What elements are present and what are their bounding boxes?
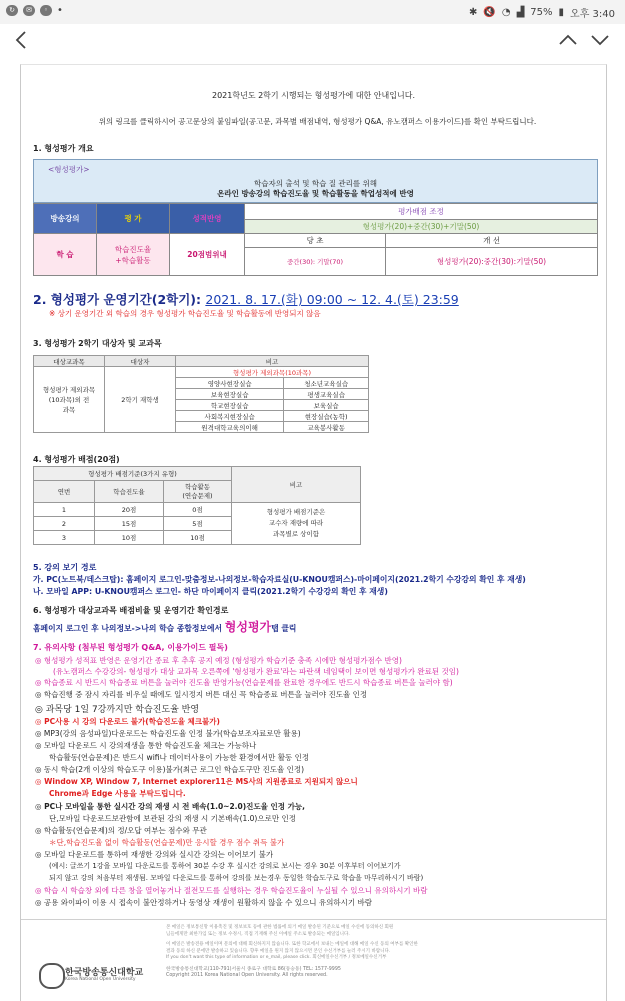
back-button[interactable]	[14, 30, 28, 55]
message-icon: ✉	[23, 5, 35, 16]
section-2-note: ※ 상기 운영기간 외 학습의 경우 형성평가 학습진도율 및 학습활동에 반영되지 않음	[49, 309, 321, 318]
more-icon: •	[57, 5, 63, 16]
score-col-no: 연번	[34, 481, 95, 503]
header-current: 당 초	[245, 234, 386, 248]
score-activity: 0점	[164, 503, 232, 517]
university-logo-en: Korea National Open University	[65, 977, 136, 982]
target-cell: 2학기 재학생	[105, 367, 176, 433]
section-7-heading: 7. 유의사항 (첨부된 형성평가 Q&A, 이용가이드 필독)	[33, 643, 228, 652]
score-no: 3	[34, 531, 95, 545]
row-progress: 학습진도율 +학습활동	[97, 234, 170, 276]
target-course-table	[33, 355, 369, 433]
email-document	[20, 64, 607, 1001]
col-course: 대상교과목	[34, 356, 105, 367]
excluded-course: 보육실습	[284, 400, 369, 411]
notice-item: ◎ 학습 시 학습창 외에 다른 창을 열어놓거나 절전모드를 실행하는 경우 학습진도율이 누실될 수 있으니 유의하시기 바람	[35, 886, 428, 895]
row-points: 20점범위내	[170, 234, 245, 276]
overview-label: <형성평가>	[48, 165, 90, 174]
intro-title: 2021학년도 2학기 시행되는 형성평가에 대한 안내입니다.	[212, 91, 415, 100]
app-icon: ◦	[40, 5, 52, 16]
footer-notice-line: 결과 동의 하신 분에만 발송하고 있습니다. 향후 메일을 원지 않지 않으시면 본인 수신거부를 눌러 주시기 바랍니다.	[166, 948, 391, 954]
previous-button[interactable]	[558, 30, 578, 55]
row-study: 학 습	[34, 234, 97, 276]
notice-item: ＊단,학습진도율 없이 학습활동(연습문제)만 응시할 경우 점수 취득 불가	[49, 838, 285, 847]
wifi-icon: ◔	[501, 7, 511, 18]
footer-address: 한국방송통신대학교(110-791)서울시 종로구 대학로 86(동숭동) TEL: 1577-9995	[166, 967, 341, 972]
excluded-course: 사회복지현장실습	[176, 411, 284, 422]
overview-line-2: 온라인 방송강의 학습진도율 및 학습활동을 학업성적에 반영	[217, 189, 414, 198]
overview-table	[33, 203, 598, 276]
university-logo-text: 한국방송통신대학교	[65, 968, 144, 978]
footer-notice-line: 님들에게만 최한가입 또는 정보 수정시, 직접 기재해 주신 이메일 주소로 발송되는 메일입니다.	[166, 931, 350, 937]
section-6-heading: 6. 형성평가 대상교과목 배점비율 및 운영기간 확인경로	[33, 606, 229, 615]
section-5-heading: 5. 강의 보기 경로	[33, 563, 97, 572]
notice-item: ◎ 형성평가 성적표 반영은 운영기간 종료 후 추후 공지 예정 (형성평가 학습기준 충족 시에만 형성평가점수 반영)	[35, 656, 402, 665]
section-2-heading	[33, 290, 459, 308]
score-col-activity: 학습활동 (연습문제)	[164, 481, 232, 503]
excluded-course: 현장실습(농학)	[284, 411, 369, 422]
score-progress: 10점	[95, 531, 164, 545]
score-activity: 5점	[164, 517, 232, 531]
score-table	[33, 466, 361, 545]
overview-line-1: 학습자의 출석 및 학습 질 관리를 위해	[254, 179, 377, 188]
excluded-course: 원격대학교육의이해	[176, 422, 284, 433]
excluded-course: 영양사현장실습	[176, 378, 284, 389]
signal-icon: ▟	[516, 7, 525, 18]
overview-box	[33, 159, 598, 203]
score-check-emphasis: 형성평가	[224, 620, 272, 634]
score-progress: 20점	[95, 503, 164, 517]
battery-icon: ▮	[558, 7, 565, 18]
excluded-course: 학교현장실습	[176, 400, 284, 411]
notice-item: 학습활동(연습문제)은 반드시 wifi나 데이터사용이 가능한 환경에서만 활동 인정	[49, 753, 310, 762]
score-progress: 15점	[95, 517, 164, 531]
header-broadcast: 방송강의	[34, 204, 97, 234]
notice-item: ◎ 공용 와이파이 이용 시 접속이 불안정하거나 동영상 재생이 원활하지 않을 수 있으니 유의하시기 바람	[35, 898, 372, 907]
notice-item: ◎ Window XP, Window 7, Internet explorer11은 MS사의 지원종료로 지원되지 않으니	[35, 777, 358, 786]
score-group-header: 형성평가 배점기준(3가지 유형)	[34, 467, 232, 481]
footer-notice	[166, 925, 418, 962]
notice-item: (유노캠퍼스 수강강의- 형성평가 대상 교과목 오른쪽에 '형성평가 완료'라는 파란색 네임택이 보이면 형성평가가 완료된 것임)	[53, 667, 459, 676]
score-col-progress: 학습진도율	[95, 481, 164, 503]
course-cell: 형성평가 제외과목 (10과목)외 전 과목	[34, 367, 105, 433]
excluded-course: 청소년교육실습	[284, 378, 369, 389]
score-no: 2	[34, 517, 95, 531]
notice-item: 단,모바일 다운로드보관함에 보관된 강의 재생 시 기본배속(1.0)으로만 인정	[49, 814, 296, 823]
col-target: 대상자	[105, 356, 176, 367]
footer-copyright: Copyright 2011 Korea National Open University. All rights reserved.	[166, 973, 328, 978]
score-remark: 형성평가 배점기준은 교수자 재량에 따라 과목별로 상이함	[232, 503, 361, 545]
excluded-course: 교육봉사활동	[284, 422, 369, 433]
notice-item: ◎ 과목당 1일 7강까지만 학습진도율 반영	[35, 705, 200, 715]
notice-item: ◎ 모바일 다운로드를 통하여 재생한 강의와 실시간 강의는 이어보기 불가	[35, 850, 274, 859]
section-2-heading-prefix: 2. 형성평가 운영기간(2학기):	[33, 292, 206, 307]
chevron-up-icon	[558, 30, 578, 50]
header-adjust: 평가배점 조정	[245, 204, 598, 220]
score-check-path-text: 홈페이지 로그인 후 나의정보->나의 학습 종합정보에서	[33, 624, 225, 633]
row-change: 형성평가(20):중간(30):기말(50)	[386, 248, 598, 276]
notice-item: ◎ MP3(강의 음성파일)다운로드는 학습진도율 인정 불가(학습보조자료로만 활용)	[35, 729, 301, 738]
section-3-heading: 3. 형성평가 2학기 대상자 및 교과목	[33, 339, 162, 348]
university-logo-icon	[39, 963, 65, 989]
notice-item: ◎ 동시 학습(2개 이상의 학습도구 이용)불가(최근 로그인 학습도구만 진도율 인정)	[35, 765, 305, 774]
excluded-course: 평생교육실습	[284, 389, 369, 400]
lecture-path-pc: 가. PC(노트북/데스크탑): 홈페이지 로그인-맞춤정보-나의정보-학습자료실(U-KNOU캠퍼스)-마이페이지(2021.2학기 수강강의 확인 후 재생)	[33, 575, 526, 584]
operating-period: 2021. 8. 17.(화) 09:00 ~ 12. 4.(토) 23:59	[205, 292, 459, 307]
notice-item: ◎ 모바일 다운로드 시 강의재생을 통한 학습진도율 체크는 가능하나	[35, 741, 257, 750]
header-basis: 평 가	[97, 204, 170, 234]
next-button[interactable]	[590, 30, 610, 55]
score-activity: 10점	[164, 531, 232, 545]
battery-level: 75%	[530, 7, 553, 18]
clock: 오후 3:40	[570, 9, 615, 20]
status-bar	[0, 0, 625, 24]
col-remark: 비고	[176, 356, 369, 367]
bluetooth-icon: ✱	[469, 7, 478, 18]
score-col-remark: 비고	[232, 467, 361, 503]
notice-item: Chrome과 Edge 사용을 부탁드립니다.	[49, 789, 186, 798]
score-check-tail: 탭 클릭	[271, 624, 297, 633]
notice-item: 되지 않고 강의 처음부터 재생됨. 모바일 다운로드를 통하여 강의를 보는경우 동일한 학습도구로 학습을 마무리하시기 바람)	[49, 874, 424, 882]
chevron-left-icon	[14, 30, 28, 50]
notice-item: ◎ 학습활동(연습문제)의 정/오답 여부는 점수와 무관	[35, 826, 207, 835]
navigation-bar	[0, 24, 625, 64]
header-grade: 성적반영	[170, 204, 245, 234]
footer-notice-line: If you don't want this type of information or e_mail, please click. 회신메일수신거부 / 정보메일수신거부	[166, 955, 387, 960]
score-check-path	[33, 618, 296, 635]
notice-item: ◎ 학습종료 시 반드시 학습종료 버튼을 눌러야 진도율 반영가능(연습문제를 완료한 경우에도 반드시 학습종료 버튼을 눌러야 함)	[35, 678, 453, 687]
notice-item: ◎ 학습진행 중 잠시 자리를 비우실 때에도 일시정지 버튼 대신 꼭 학습종료 버튼을 눌러야 진도율 인정	[35, 690, 368, 699]
footer-notice-line: 본 메일은 정보통신망 이용촉진 및 정보보호 등에 관한 법률에 의거 메일 발송된 기준으로 메일 수신에 동의하신 회원	[166, 925, 394, 930]
sync-icon: ↻	[6, 5, 18, 16]
score-no: 1	[34, 503, 95, 517]
notice-item: ◎ PC사용 시 강의 다운로드 불가(학습진도율 체크불가)	[35, 717, 220, 726]
row-current: 중간(30): 기말(70)	[245, 248, 386, 276]
excluded-course: 보육현장실습	[176, 389, 284, 400]
section-1-heading: 1. 형성평가 개요	[33, 144, 94, 153]
header-adjust-detail: 형성평가(20)+중간(30)+기말(50)	[245, 220, 598, 234]
section-4-heading: 4. 형성평가 배점(20점)	[33, 455, 120, 464]
footer-divider	[21, 919, 606, 920]
notice-item: ◎ PC나 모바일을 통한 실시간 강의 재생 시 전 배속(1.0~2.0)진도율 인정 가능,	[35, 802, 305, 811]
excluded-title: 형성평가 제외과목(10과목)	[176, 367, 369, 378]
notice-item: (예시: 글쓰기 1강을 모바일 다운로드를 통하여 30분 수강 후 실시간 강의로 보시는 경우 30분 이후부터 이어보기가	[49, 862, 401, 870]
footer-notice-line: 이 메일은 발송전용 메일이며 문의에 대해 회신하지지 않습니다. 또한 학교에서 보내는 메일에 대해 메일 수신 동의 여부를 확인한	[166, 942, 418, 947]
chevron-down-icon	[590, 30, 610, 50]
intro-body: 위의 링크를 클릭하시어 공고문상의 붙임파일(공고문, 과목별 배점내역, 형성평가 Q&A, 유노캠퍼스 이용가이드)를 확인 부탁드립니다.	[98, 117, 537, 126]
lecture-path-mobile: 나. 모바일 APP: U-KNOU캠퍼스 로그인- 하단 마이페이지 클릭(2021.2학기 수강강의 확인 후 재생)	[33, 587, 388, 596]
mute-icon: 🔇	[483, 7, 496, 18]
header-change: 개 선	[386, 234, 598, 248]
